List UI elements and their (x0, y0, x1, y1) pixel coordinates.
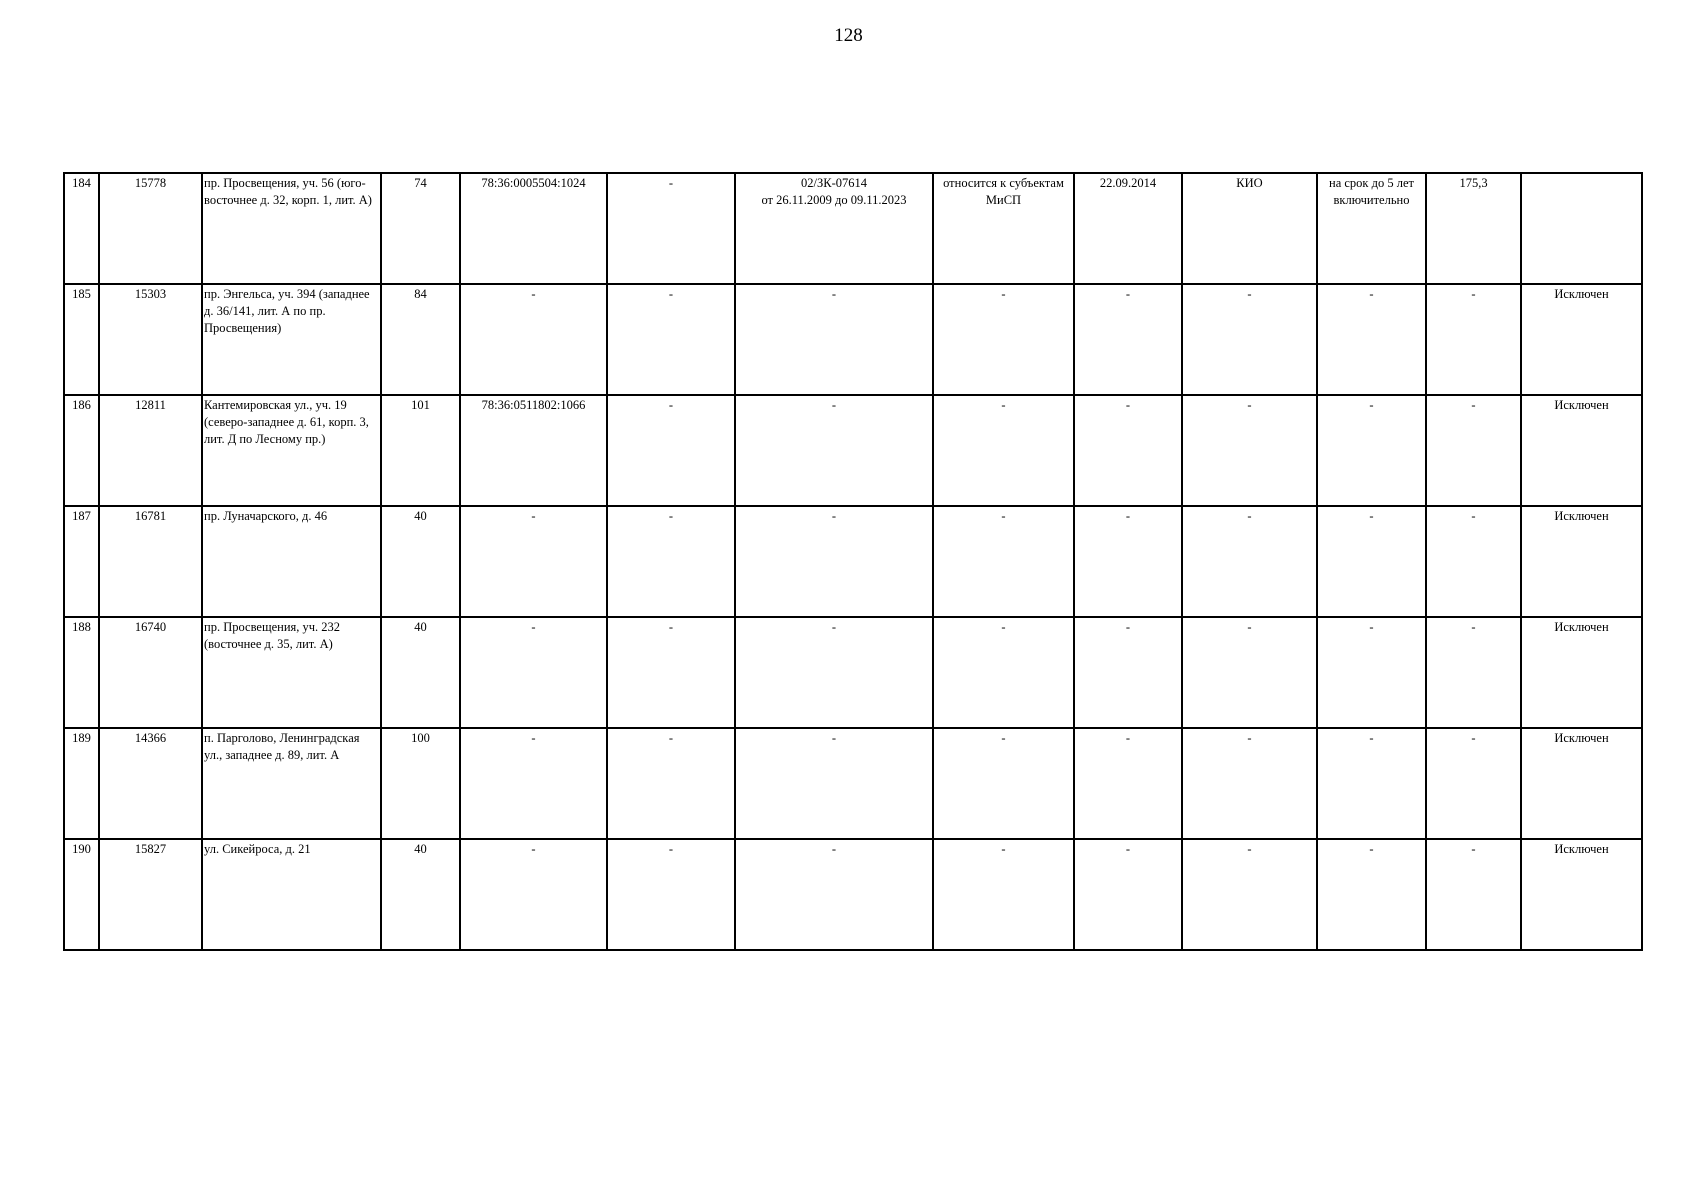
table-row (64, 284, 1642, 395)
code-cell: 15827 (99, 839, 202, 950)
cadastral-number-cell: - (460, 506, 607, 617)
address-cell: пр. Просвещения, уч. 232 (восточнее д. 35, лит. А) (202, 617, 381, 728)
contract-cell: - (735, 617, 933, 728)
area-cell: 84 (381, 284, 460, 395)
amount-cell: - (1426, 617, 1521, 728)
category-cell: - (933, 617, 1074, 728)
code-cell: 15303 (99, 284, 202, 395)
row-number-cell: 185 (64, 284, 99, 395)
contract-period: от 26.11.2009 до 09.11.2023 (761, 193, 907, 207)
table-row (64, 395, 1642, 506)
table-row (64, 506, 1642, 617)
contract-cell: - (735, 728, 933, 839)
page-number: 128 (834, 25, 863, 46)
cadastral-number-cell: - (460, 617, 607, 728)
area-cell: 40 (381, 839, 460, 950)
row-number-cell: 187 (64, 506, 99, 617)
category-cell: - (933, 728, 1074, 839)
status-cell: Исключен (1521, 728, 1642, 839)
amount-cell: - (1426, 728, 1521, 839)
amount-cell: - (1426, 506, 1521, 617)
area-cell: 74 (381, 173, 460, 284)
column-6-cell: - (607, 173, 735, 284)
authority-cell: КИО (1182, 173, 1317, 284)
status-cell: Исключен (1521, 395, 1642, 506)
row-number-cell: 189 (64, 728, 99, 839)
status-cell: Исключен (1521, 839, 1642, 950)
contract-cell: - (735, 395, 933, 506)
status-cell (1521, 173, 1642, 284)
date-cell: - (1074, 506, 1182, 617)
term-cell: - (1317, 728, 1426, 839)
contract-cell: - (735, 506, 933, 617)
area-cell: 100 (381, 728, 460, 839)
code-cell: 15778 (99, 173, 202, 284)
code-cell: 14366 (99, 728, 202, 839)
area-cell: 40 (381, 617, 460, 728)
table-row (64, 173, 1642, 284)
row-number-cell: 184 (64, 173, 99, 284)
address-cell: Кантемировская ул., уч. 19 (северо-западнее д. 61, корп. 3, лит. Д по Лесному пр.) (202, 395, 381, 506)
term-cell: - (1317, 395, 1426, 506)
amount-cell: 175,3 (1426, 173, 1521, 284)
column-6-cell: - (607, 839, 735, 950)
column-6-cell: - (607, 284, 735, 395)
cadastral-number-cell: 78:36:0511802:1066 (460, 395, 607, 506)
category-cell: - (933, 839, 1074, 950)
contract-cell (735, 173, 933, 284)
table-row (64, 617, 1642, 728)
table-row (64, 839, 1642, 950)
term-cell: - (1317, 506, 1426, 617)
category-cell: - (933, 506, 1074, 617)
registry-table (63, 172, 1643, 951)
area-cell: 101 (381, 395, 460, 506)
term-cell: - (1317, 617, 1426, 728)
address-cell: пр. Просвещения, уч. 56 (юго-восточнее д. 32, корп. 1, лит. А) (202, 173, 381, 284)
contract-cell: - (735, 284, 933, 395)
authority-cell: - (1182, 506, 1317, 617)
column-6-cell: - (607, 617, 735, 728)
authority-cell: - (1182, 395, 1317, 506)
area-cell: 40 (381, 506, 460, 617)
amount-cell: - (1426, 284, 1521, 395)
status-cell: Исключен (1521, 284, 1642, 395)
cadastral-number-cell: - (460, 284, 607, 395)
row-number-cell: 186 (64, 395, 99, 506)
address-cell: пр. Энгельса, уч. 394 (западнее д. 36/141, лит. А по пр. Просвещения) (202, 284, 381, 395)
row-number-cell: 188 (64, 617, 99, 728)
category-cell: относится к субъектам МиСП (933, 173, 1074, 284)
column-6-cell: - (607, 506, 735, 617)
category-cell: - (933, 395, 1074, 506)
code-cell: 16740 (99, 617, 202, 728)
row-number-cell: 190 (64, 839, 99, 950)
cadastral-number-cell: 78:36:0005504:1024 (460, 173, 607, 284)
term-cell: - (1317, 839, 1426, 950)
contract-cell: - (735, 839, 933, 950)
date-cell: - (1074, 839, 1182, 950)
amount-cell: - (1426, 839, 1521, 950)
status-cell: Исключен (1521, 506, 1642, 617)
category-cell: - (933, 284, 1074, 395)
date-cell: - (1074, 395, 1182, 506)
address-cell: ул. Сикейроса, д. 21 (202, 839, 381, 950)
term-cell: - (1317, 284, 1426, 395)
authority-cell: - (1182, 839, 1317, 950)
date-cell: - (1074, 284, 1182, 395)
code-cell: 16781 (99, 506, 202, 617)
status-cell: Исключен (1521, 617, 1642, 728)
authority-cell: - (1182, 284, 1317, 395)
code-cell: 12811 (99, 395, 202, 506)
cadastral-number-cell: - (460, 839, 607, 950)
term-cell: на срок до 5 лет включительно (1317, 173, 1426, 284)
table-row (64, 728, 1642, 839)
date-cell: 22.09.2014 (1074, 173, 1182, 284)
cadastral-number-cell: - (460, 728, 607, 839)
authority-cell: - (1182, 728, 1317, 839)
date-cell: - (1074, 728, 1182, 839)
column-6-cell: - (607, 728, 735, 839)
column-6-cell: - (607, 395, 735, 506)
authority-cell: - (1182, 617, 1317, 728)
date-cell: - (1074, 617, 1182, 728)
address-cell: п. Парголово, Ленинградская ул., западнее д. 89, лит. А (202, 728, 381, 839)
amount-cell: - (1426, 395, 1521, 506)
contract-number: 02/ЗК-07614 (801, 176, 867, 190)
address-cell: пр. Луначарского, д. 46 (202, 506, 381, 617)
